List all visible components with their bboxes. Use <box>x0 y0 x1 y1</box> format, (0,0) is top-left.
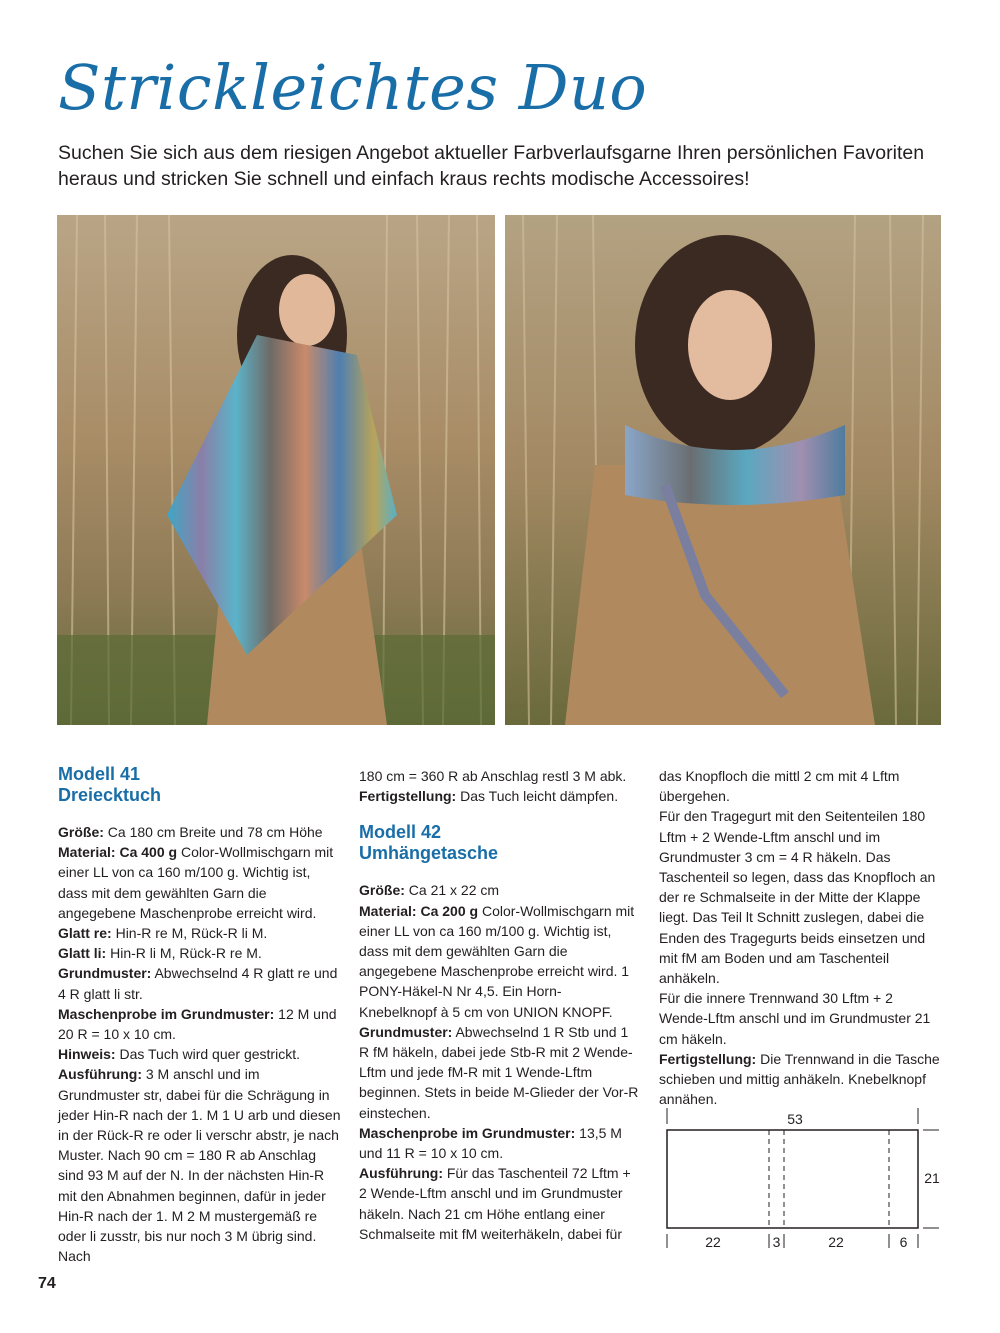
model-42-name: Umhängetasche <box>359 843 499 864</box>
model-42-fertigstellung: Fertigstellung: Die Trennwand in die Tasche schieben und mittig anhäkeln. Knebelknopf annähen. <box>659 1050 940 1108</box>
schematic-seg-2: 3 <box>772 1234 781 1250</box>
schematic-height: 21 <box>924 1170 940 1186</box>
model-41-ausfuehrung: Ausführung: 3 M anschl und im Grundmuster str, dabei für die Schrägung in jeder Hin-R nach der 1. M 1 U arb und diesen in der Rück-R re oder li verschr abstr, je nach Muster. Nach 90 cm = 180 R ab Anschlag sind 93 M auf der N. In der nächsten Hin-R mit den Abnahmen beginnen, dafür in jeder Hin-R nach der 1. M 2 M mustergemäß re oder li zusstr, bis nur noch 3 M übrig sind. Nach <box>58 1066 341 1265</box>
model-41-material: Material: Ca 400 g Color-Wollmischgarn mit einer LL von ca 160 m/100 g. Wichtig ist, dass mit dem gewählten Garn die angegebene Maschenprobe erreicht wird. <box>58 844 334 921</box>
model-42-trennwand: Für die innere Trennwand 30 Lftm + 2 Wende-Lftm anschl und im Grundmuster 21 cm häkeln. <box>659 990 931 1047</box>
model-41-name: Dreiecktuch <box>58 785 162 805</box>
model-41-heading <box>58 764 343 806</box>
schematic-width-total: 53 <box>787 1111 803 1127</box>
page-number: 74 <box>38 1275 56 1292</box>
photo-shawl-illustration <box>57 215 495 725</box>
schematic-seg-3: 22 <box>828 1234 844 1250</box>
model-42-maschenprobe: Maschenprobe im Grundmuster: 13,5 M und 11 R = 10 x 10 cm. <box>359 1124 622 1162</box>
model-41-glatt-li: Glatt li: Hin-R li M, Rück-R re M. <box>58 945 262 962</box>
schematic-seg-4: 6 <box>899 1234 908 1250</box>
model-42-size: Größe: Ca 21 x 22 cm <box>359 882 500 899</box>
model-41-grundmuster: Grundmuster: Abwechselnd 4 R glatt re und 4 R glatt li str. <box>58 965 338 1002</box>
column-2 <box>359 766 639 1244</box>
model-42-number: Modell 42 <box>359 822 442 843</box>
photo-shawl <box>57 215 495 725</box>
model-42-tragegurt: Für den Tragegurt mit den Seitenteilen 180 Lftm + 2 Wende-Lftm anschl und im Grundmuster 3 cm = 4 R häkeln. Das Taschenteil so legen, dass das Knopfloch an der re Schmalseite in der Mitte der Klappe liegt. Das Teil lt Schnitt zuslegen, dabei die Enden des Tragegurts beids einsetzen und mit fM am Boden und am Taschenteil anhäkeln. <box>659 808 936 987</box>
photo-bag-illustration <box>505 215 941 725</box>
model-41-size: Größe: Ca 180 cm Breite und 78 cm Höhe <box>58 824 323 840</box>
column-3 <box>659 766 944 1109</box>
model-42-ausfuehrung: Ausführung: Für das Taschenteil 72 Lftm + 2 Wende-Lftm anschl und im Grundmuster häkeln. Nach 21 cm Höhe entlang einer Schmalseite mit fM weiterhäkeln, dabei für <box>359 1165 631 1242</box>
model-41-continuation: 180 cm = 360 R ab Anschlag restl 3 M abk. <box>359 768 627 784</box>
schematic-outline <box>667 1130 918 1228</box>
intro-text: Suchen Sie sich aus dem riesigen Angebot aktueller Farbverlaufsgarne Ihren persönlichen Favoriten heraus und stricken Sie schnell und einfach kraus rechts modische Accessoires! <box>58 142 925 190</box>
model-42-heading <box>359 822 639 864</box>
photo-bag <box>505 215 941 725</box>
model-41-maschenprobe: Maschenprobe im Grundmuster: 12 M und 20 R = 10 x 10 cm. <box>58 1005 337 1043</box>
model-41-hinweis: Hinweis: Das Tuch wird quer gestrickt. <box>58 1046 300 1063</box>
bag-schematic <box>655 1100 945 1260</box>
model-41-glatt-re: Glatt re: Hin-R re M, Rück-R li M. <box>58 925 268 942</box>
model-42-material: Material: Ca 200 g Color-Wollmischgarn mit einer LL von ca 160 m/100 g. Wichtig ist, dass mit dem gewählten Garn die angegebene Maschenprobe erreicht wird. 1 PONY-Häkel-N Nr 4,5. Ein Horn-Knebelknopf à 5 cm von UNION KNOPF. <box>359 902 635 1020</box>
column-1 <box>58 764 343 1266</box>
page-title: Strickleichtes Duo <box>58 51 648 124</box>
model-41-fertigstellung: Fertigstellung: Das Tuch leicht dämpfen. <box>359 788 619 805</box>
model-41-number: Modell 41 <box>58 764 141 784</box>
schematic-seg-1: 22 <box>705 1234 721 1250</box>
model-42-continuation: das Knopfloch die mittl 2 cm mit 4 Lftm übergehen. <box>659 768 900 805</box>
model-42-grundmuster: Grundmuster: Abwechselnd 1 R Stb und 1 R fM häkeln, dabei jede Stb-R mit 2 Wende-Lftm und jede fM-R mit 1 Wende-Lftm beginnen. Stets in beide M-Glieder der Vor-R einstechen. <box>359 1023 639 1121</box>
